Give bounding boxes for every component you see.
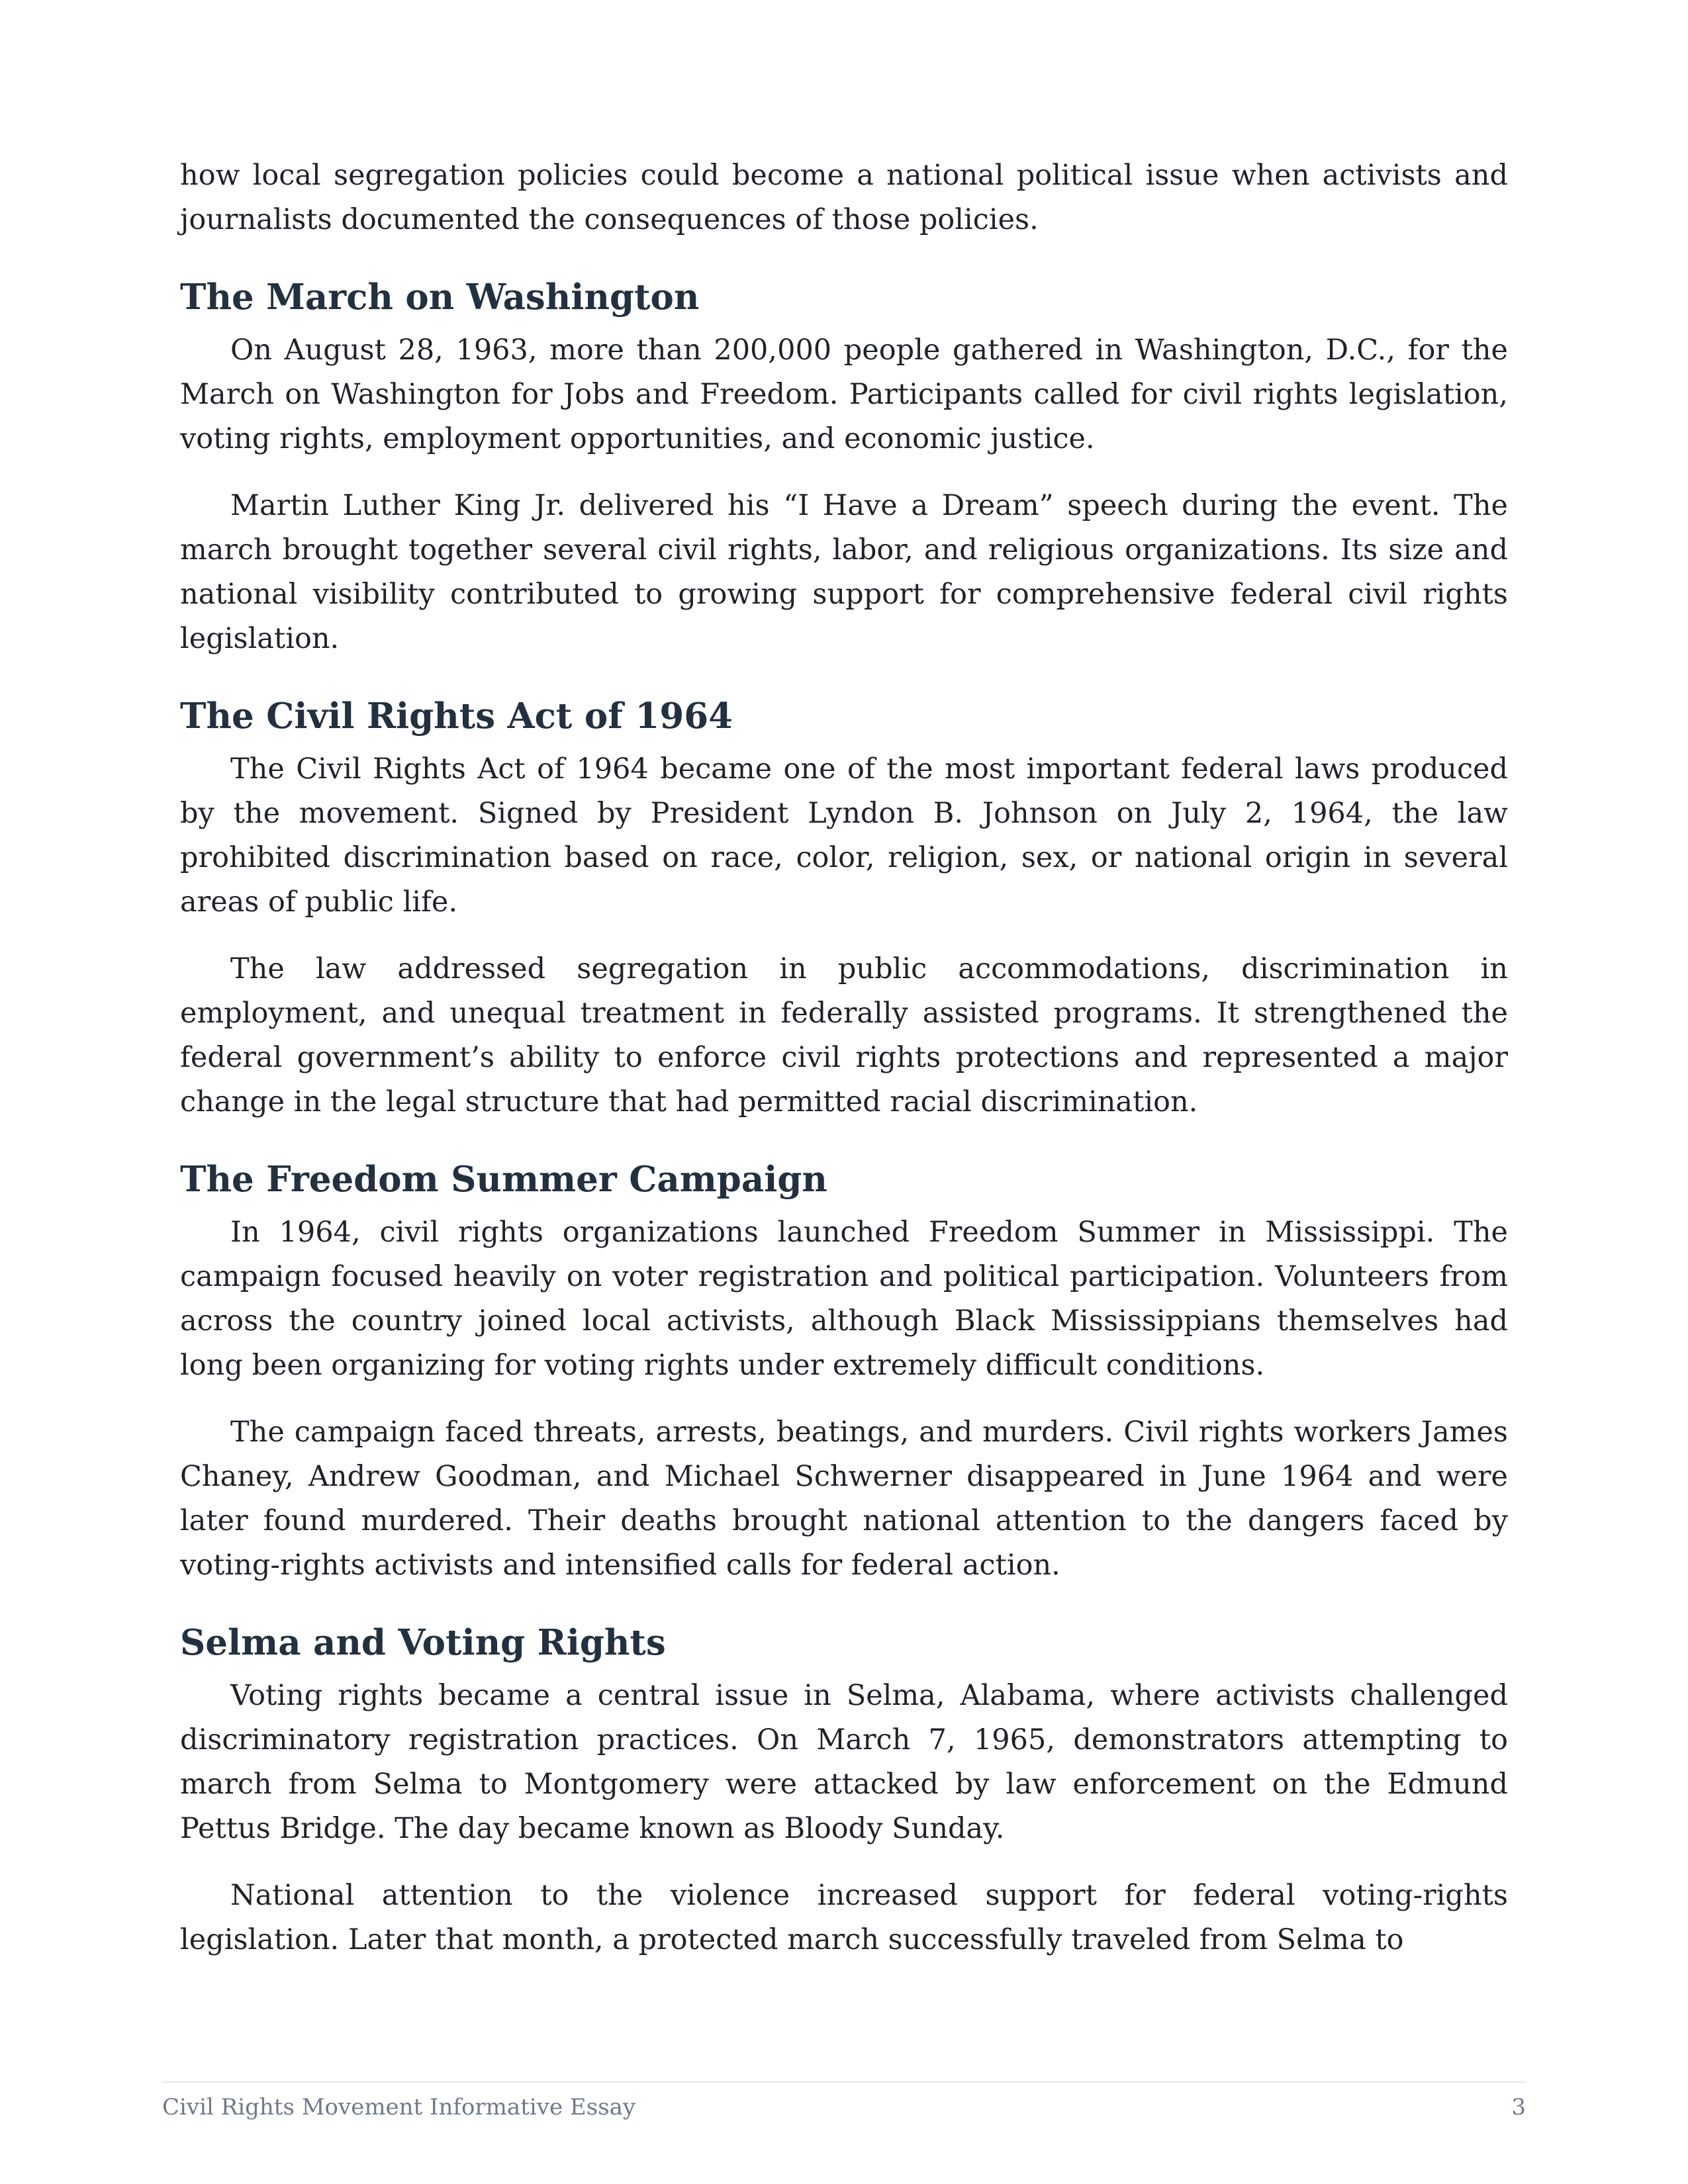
paragraph: Voting rights became a central issue in Selma, Alabama, where activists challenged discriminatory registration practices. On March 7, 1965, demonstrators attempting to march from Selma to Montgomery were attacked by law enforcement on the Edmund Pettus Bridge. The day became known as Bloody Sunday. xyxy=(180,1679,1508,1845)
section-selma xyxy=(180,1621,1508,1962)
paragraph: National attention to the violence increased support for federal voting-rights legislation. Later that month, a protected march successfully traveled from Selma to xyxy=(180,1879,1508,1956)
page-number: 3 xyxy=(1511,2094,1526,2120)
paragraph: In 1964, civil rights organizations launched Freedom Summer in Mississippi. The campaign focused heavily on voter registration and political participation. Volunteers from across the country joined local activists, although Black Mississippians themselves had long been organizing for voting rights under extremely difficult conditions. xyxy=(180,1216,1508,1382)
section-heading: The March on Washington xyxy=(180,277,700,318)
section-freedom-summer xyxy=(180,1158,1508,1588)
paragraph: On August 28, 1963, more than 200,000 people gathered in Washington, D.C., for the March on Washington for Jobs and Freedom. Participants called for civil rights legislation, voting rights, employment opportunities, and economic justice. xyxy=(180,334,1508,455)
opening-paragraph: how local segregation policies could become a national political issue when activists and journalists documented the consequences of those policies. xyxy=(180,159,1508,236)
page-footer xyxy=(162,2093,1526,2122)
footer-divider xyxy=(162,2081,1526,2083)
section-heading: The Civil Rights Act of 1964 xyxy=(180,696,733,737)
paragraph: The campaign faced threats, arrests, beatings, and murders. Civil rights workers James Chaney, Andrew Goodman, and Michael Schwerner disappeared in June 1964 and were later found murdered. Their deaths brought national attention to the dangers faced by voting-rights activists and intensified calls for federal action. xyxy=(180,1416,1508,1582)
section-civil-rights-act xyxy=(180,694,1508,1124)
section-heading: Selma and Voting Rights xyxy=(180,1622,666,1663)
section-march-on-washington xyxy=(180,275,1508,661)
document-body xyxy=(180,154,1508,1985)
footer-title: Civil Rights Movement Informative Essay xyxy=(162,2094,636,2120)
paragraph: The Civil Rights Act of 1964 became one of the most important federal laws produced by the movement. Signed by President Lyndon B. Johnson on July 2, 1964, the law prohibited discrimination based on race, color, religion, sex, or national origin in several areas of public life. xyxy=(180,752,1508,919)
paragraph: The law addressed segregation in public accommodations, discrimination in employment, and unequal treatment in federally assisted programs. It strengthened the federal government’s ability to enforce civil rights protections and represented a major change in the legal structure that had permitted racial discrimination. xyxy=(180,952,1508,1118)
paragraph: Martin Luther King Jr. delivered his “I Have a Dream” speech during the event. The march brought together several civil rights, labor, and religious organizations. Its size and national visibility contributed to growing support for comprehensive federal civil rights legislation. xyxy=(180,489,1508,655)
section-heading: The Freedom Summer Campaign xyxy=(180,1159,827,1200)
